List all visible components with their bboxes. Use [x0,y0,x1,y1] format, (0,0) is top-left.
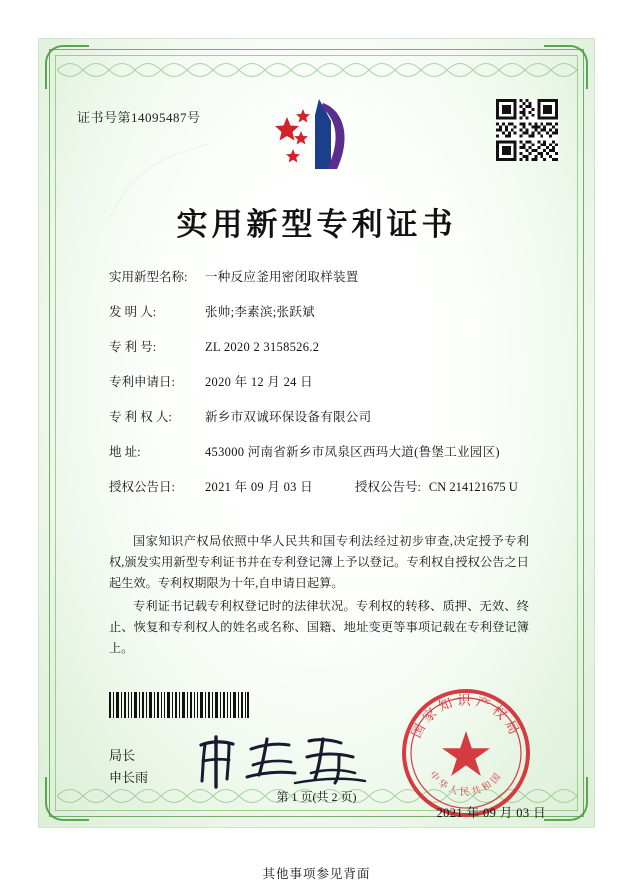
field-row-patentee [109,411,539,424]
paragraph-grant-statement: 国家知识产权局依照中华人民共和国专利法经过初步审查,决定授予专利权,颁发实用新型专利证书并在专利登记簿上予以登记。专利权自授权公告之日起生效。专利权期限为十年,自申请日起算。 [109,534,529,590]
field-row-utility-model-name [109,271,539,284]
handwritten-signature [189,729,379,791]
page-indicator: 第 1 页(共 2 页) [276,790,357,804]
field-value: 一种反应釜用密闭取样装置 [205,270,359,284]
signature-labels [109,745,148,789]
patent-certificate [38,38,595,828]
director-name-label: 申长雨 [109,770,149,785]
field-label: 专 利 号: [109,340,157,354]
svg-text:国家知识产权局: 国家知识产权局 [408,693,524,741]
barcode-icon [109,692,249,718]
field-row-patent-number [109,341,539,354]
field-value: 453000 河南省新乡市凤泉区西玛大道(鲁堡工业园区) [205,445,500,459]
field-row-inventors [109,306,539,319]
qr-code-icon [496,99,558,161]
legal-text [109,531,529,661]
svg-text:中华人民共和国: 中华人民共和国 [426,769,506,798]
field-value: 张帅;李素滨;张跃斌 [205,305,315,319]
field-value: 2020 年 12 月 24 日 [205,375,313,389]
director-title-label: 局长 [109,748,136,763]
field-label: 专 利 权 人: [109,410,172,424]
guilloche-pattern-top [57,57,577,83]
page-title: 实用新型专利证书 [176,207,457,242]
field-row-application-date [109,376,539,389]
seal-date: 2021 年 09 月 03 日 [436,806,546,820]
paragraph-registry-statement: 专利证书记载专利权登记时的法律状况。专利权的转移、质押、无效、终止、恢复和专利权人的姓名或名称、国籍、地址变更等事项记载在专利登记簿上。 [109,599,529,655]
field-label-announcement-number: 授权公告号: [354,480,421,494]
field-label: 发 明 人: [109,305,157,319]
field-label-grant-date: 授权公告日: [109,480,175,494]
field-label: 实用新型名称: [109,270,188,284]
field-row-grant-announcement [109,481,539,494]
field-value-announcement-number: CN 214121675 U [428,480,518,494]
field-row-address [109,446,539,459]
field-list [109,271,539,516]
certificate-number: 证书号第14095487号 [77,110,201,125]
cnipa-logo-icon [257,91,377,175]
back-page-note: 其他事项参见背面 [262,867,371,881]
field-label: 专利申请日: [109,375,175,389]
field-value: ZL 2020 2 3158526.2 [205,340,320,354]
field-value: 新乡市双诚环保设备有限公司 [205,410,372,424]
field-value-grant-date: 2021 年 09 月 03 日 [205,480,313,494]
field-label: 地 址: [109,445,141,459]
